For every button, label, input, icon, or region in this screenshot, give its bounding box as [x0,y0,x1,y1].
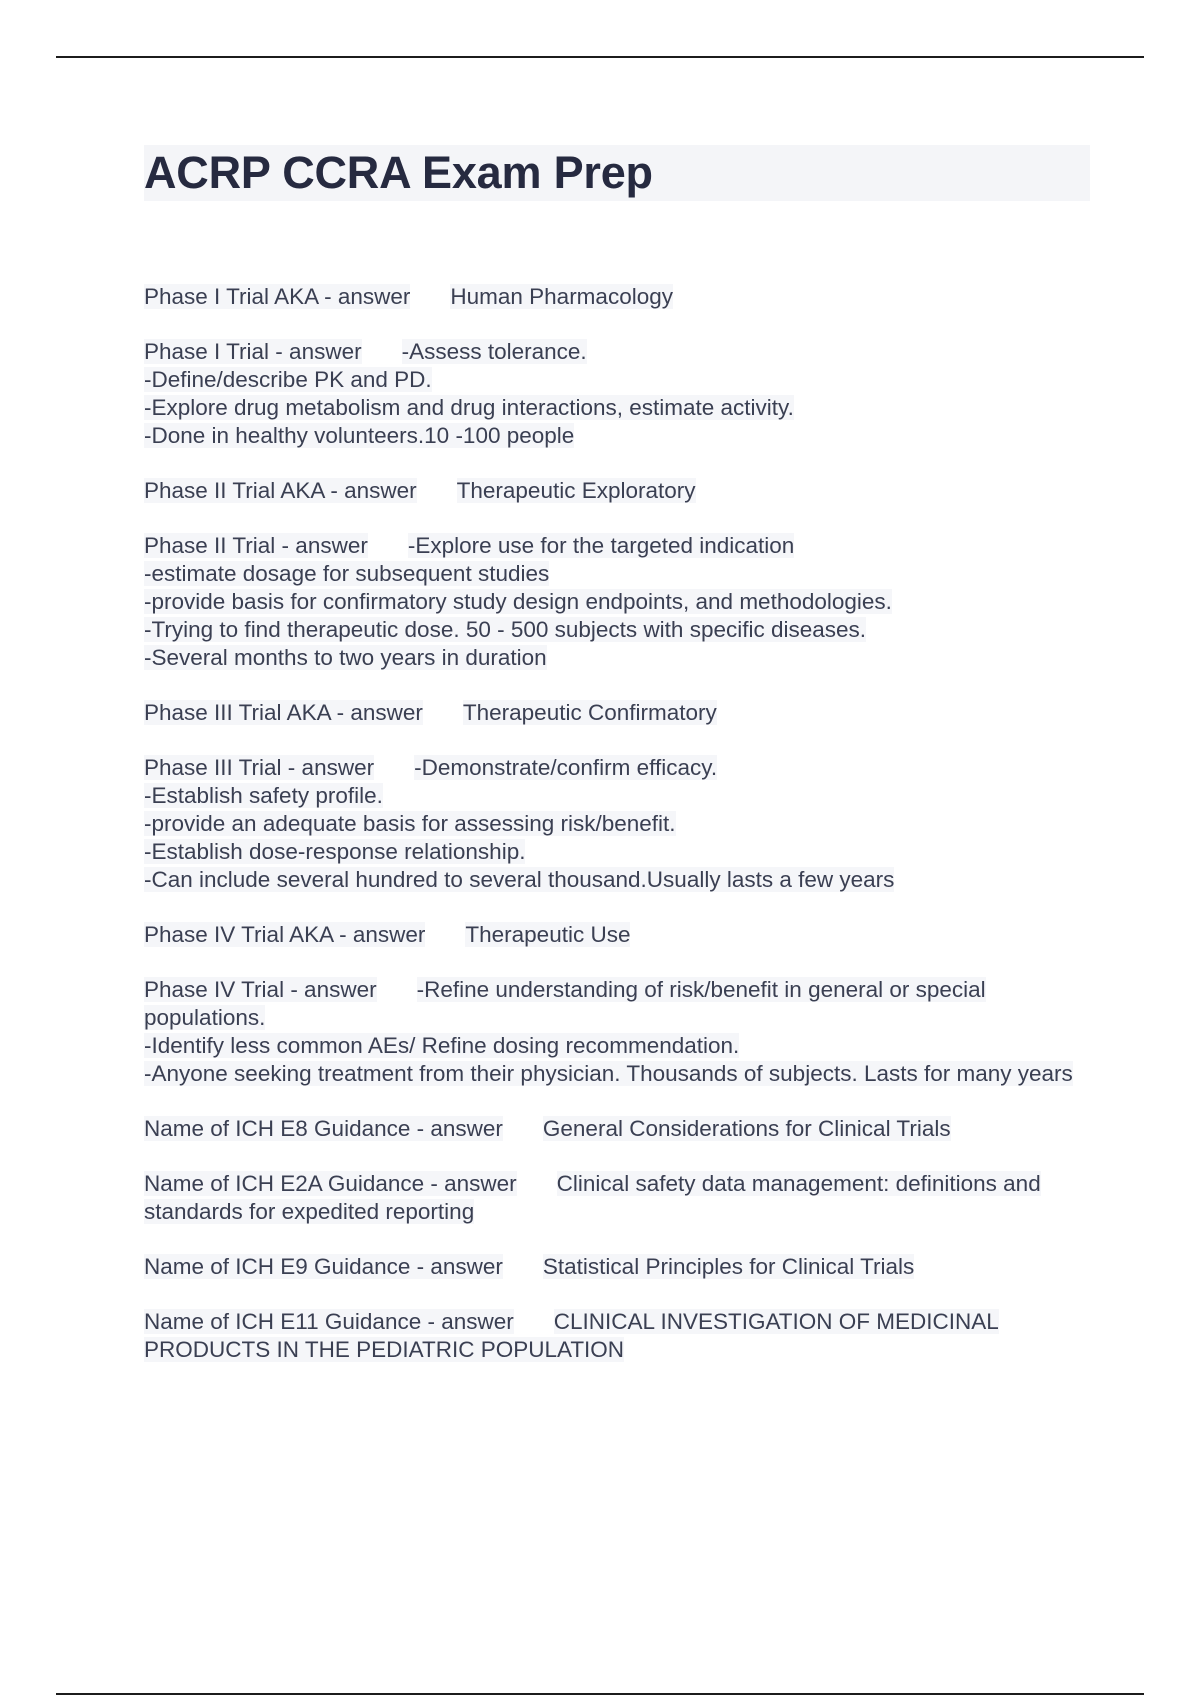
qa-first-line [144,338,1090,366]
answer-line [144,782,1090,810]
question-text: Phase II Trial AKA - answer [144,478,417,503]
qa-item [144,699,1090,727]
qa-first-line [144,532,1090,560]
qa-first-line [144,921,1090,949]
answer-line [144,644,1090,672]
qa-item [144,921,1090,949]
answer-line [144,366,1090,394]
page-content [144,145,1090,1391]
footer-rule [56,1693,1144,1695]
answer-text: -Done in healthy volunteers.10 -100 people [144,423,575,448]
answer-line [144,560,1090,588]
qa-item [144,532,1090,672]
answer-text: -Explore drug metabolism and drug interactions, estimate activity. [144,395,794,420]
qa-item [144,477,1090,505]
answer-line [144,838,1090,866]
qa-first-line [144,477,1090,505]
qa-item [144,976,1090,1088]
question-text: Name of ICH E9 Guidance - answer [144,1254,503,1279]
question-text: Name of ICH E8 Guidance - answer [144,1116,503,1141]
answer-text: -Define/describe PK and PD. [144,367,432,392]
qa-item [144,1308,1090,1364]
answer-text: Therapeutic Use [465,922,631,947]
answer-text: General Considerations for Clinical Trials [542,1116,951,1141]
answer-line [144,810,1090,838]
qa-first-line [144,1308,1090,1364]
answer-text: -Several months to two years in duration [144,645,547,670]
header-rule [56,56,1144,58]
question-text: Phase III Trial AKA - answer [144,700,423,725]
question-text: Phase IV Trial AKA - answer [144,922,426,947]
answer-text: -Establish safety profile. [144,783,383,808]
qa-first-line [144,976,1090,1032]
answer-text: Therapeutic Exploratory [456,478,696,503]
answer-line [144,866,1090,894]
qa-item [144,1170,1090,1226]
answer-line [144,1032,1090,1060]
question-text: Name of ICH E11 Guidance - answer [144,1309,514,1334]
answer-line [144,1060,1090,1088]
qa-first-line [144,1115,1090,1143]
answer-text: Therapeutic Confirmatory [462,700,717,725]
question-text: Phase I Trial - answer [144,339,362,364]
qa-item [144,283,1090,311]
answer-text: -provide an adequate basis for assessing risk/benefit. [144,811,676,836]
document-title: ACRP CCRA Exam Prep [144,145,1090,201]
answer-text: -Establish dose-response relationship. [144,839,526,864]
question-text: Phase III Trial - answer [144,755,375,780]
question-text: Phase II Trial - answer [144,533,368,558]
qa-item [144,754,1090,894]
question-text: Phase IV Trial - answer [144,977,377,1002]
qa-item [144,1115,1090,1143]
answer-text: Human Pharmacology [450,284,673,309]
answer-text: -provide basis for confirmatory study design endpoints, and methodologies. [144,589,892,614]
answer-text: -Assess tolerance. [401,339,587,364]
question-text: Name of ICH E2A Guidance - answer [144,1171,517,1196]
answer-text: Clinical safety data management: definitions and standards for expedited reporting [144,1171,1041,1224]
qa-item [144,338,1090,450]
answer-line [144,616,1090,644]
answer-line [144,588,1090,616]
answer-text: -Trying to find therapeutic dose. 50 - 500 subjects with specific diseases. [144,617,867,642]
qa-first-line [144,754,1090,782]
qa-first-line [144,283,1090,311]
answer-text: -Identify less common AEs/ Refine dosing recommendation. [144,1033,740,1058]
answer-text: -Demonstrate/confirm efficacy. [414,755,718,780]
question-text: Phase I Trial AKA - answer [144,284,411,309]
qa-first-line [144,1170,1090,1226]
answer-text: -Anyone seeking treatment from their physician. Thousands of subjects. Lasts for many years [144,1061,1073,1086]
answer-text: -Can include several hundred to several thousand.Usually lasts a few years [144,867,895,892]
answer-line [144,422,1090,450]
answer-text: CLINICAL INVESTIGATION OF MEDICINAL PRODUCTS IN THE PEDIATRIC POPULATION [144,1309,999,1362]
answer-text: -estimate dosage for subsequent studies [144,561,550,586]
qa-item [144,1253,1090,1281]
qa-list [144,283,1090,1364]
answer-text: Statistical Principles for Clinical Trials [542,1254,915,1279]
answer-text: -Refine understanding of risk/benefit in general or special populations. [144,977,986,1030]
answer-line [144,394,1090,422]
answer-text: -Explore use for the targeted indication [407,533,795,558]
qa-first-line [144,699,1090,727]
qa-first-line [144,1253,1090,1281]
